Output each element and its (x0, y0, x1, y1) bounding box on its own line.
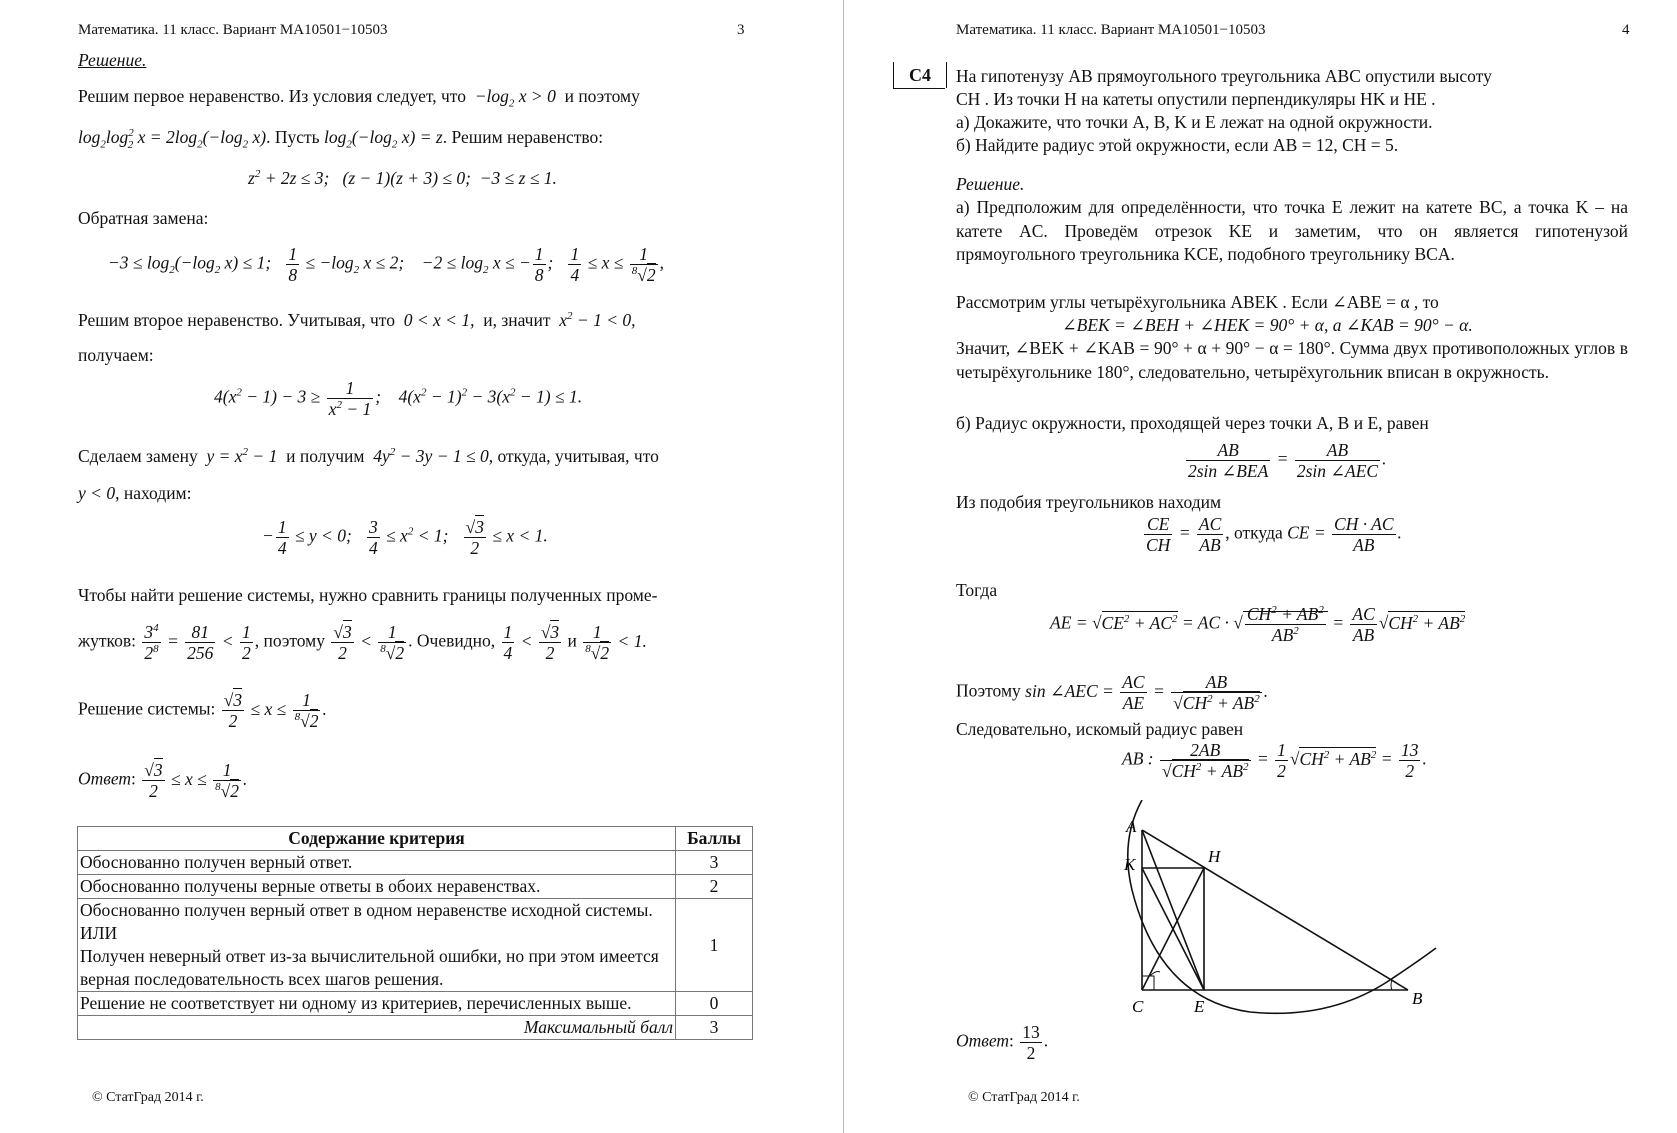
right-footer: © СтатГрад 2014 г. (968, 1090, 1080, 1105)
table-row (78, 851, 753, 875)
formula-radius-sine: $\frac{AB}{\text{2sin ∠BEA}}$ = $\frac{AB}{\text{2sin ∠AEC}}$ . (1188, 440, 1387, 481)
formula-quadratic-z: $z^2 + 2z \le 3$; (z − 1)(z + 3) ≤ 0; −3 ≤ z ≤ 1. (248, 168, 557, 188)
left-paragraph-5: жутков: $\frac{3^4}{2^8}$ = $\frac{81}{256}$ < $\frac{1}{2}$ , поэтому $\frac{√3}{2}$ < $\frac{1}{^8√2}$ . Очевидно, $\frac{1}{4}$ < $\frac{√3}{2}$ и $\frac{1}{^8√2}$ < 1. (78, 622, 647, 663)
formula-ae: AE = $√CE^2 + AC^2$ = AC · √ $\frac{CH^2 + AB^2}{AB^2}$ = $\frac{AC}{AB}$ $√CH^2 + AB^2$ (1050, 604, 1466, 645)
label-b: B (1412, 989, 1423, 1008)
radius-text: Следовательно, искомый радиус равен (956, 719, 1244, 739)
left-paragraph-4: Чтобы найти решение системы, нужно сравнить границы полученных проме- (78, 585, 658, 605)
label-k: K (1124, 855, 1136, 874)
left-solution-label: Решение. (78, 50, 147, 70)
criterion-points: 2 (676, 875, 753, 899)
solution-part-a: а) Предположим для определённости, что точка E лежит на катете BC, а точка K – на катете AC. Проведём отрезок KE и заметим, что он является гипотенузой прямоугольного треугольника KCE, подобного треугольнику BCA. (956, 197, 1628, 264)
label-e: E (1194, 997, 1205, 1016)
criterion-text: Решение не соответствует ни одному из критериев, перечисленных выше. (78, 992, 676, 1016)
task-label: С4 (893, 62, 947, 88)
formula-similarity: $\frac{CE}{CH}$ = $\frac{AC}{AB}$ , откуда CE = $\frac{CH \cdot AC}{AB}$ . (1146, 514, 1402, 555)
left-page-number: 3 (737, 22, 745, 38)
left-footer: © СтатГрад 2014 г. (92, 1090, 204, 1105)
page-divider (843, 0, 844, 1133)
left-paragraph-1: Решим первое неравенство. Из условия следует, что $-\log_2$ x > 0 и поэтому (78, 86, 640, 110)
task-line-1: На гипотенузу AB прямоугольного треугольника ABC опустили высоту (956, 66, 1492, 86)
left-header: Математика. 11 класс. Вариант МА10501−10503 (78, 22, 388, 38)
angles-equation: ∠BEK = ∠BEH + ∠HEK = 90° + α, а ∠KAB = 90° − α. (1062, 315, 1473, 335)
angle-mark-b (1391, 980, 1392, 990)
task-label-underline (893, 88, 945, 89)
left-paragraph-2: Решим второе неравенство. Учитывая, что 0 < x < 1, и, значит $x^2 - 1 < 0$, (78, 310, 636, 330)
task-part-a: а) Докажите, что точки A, B, K и E лежат на одной окружности. (956, 112, 1433, 132)
criteria-table (77, 826, 753, 1040)
criterion-text: Обоснованно получены верные ответы в обоих неравенствах. (78, 875, 676, 899)
left-answer: Ответ: $\frac{√3}{2}$ ≤ x ≤ $\frac{1}{^8√2}$ . (78, 760, 248, 801)
right-solution-label: Решение. (956, 174, 1025, 194)
table-row (78, 875, 753, 899)
criterion-text: Обоснованно получен верный ответ в одном неравенстве исходной системы. ИЛИ Получен неверный ответ из-за вычислительной ошибки, но при этом имеется верная последовательность всех шагов решения. (78, 899, 676, 992)
criterion-points: 3 (676, 851, 753, 875)
criterion-text: Обоснованно получен верный ответ. (78, 851, 676, 875)
then-label: Тогда (956, 580, 998, 600)
task-part-b: б) Найдите радиус этой окружности, если AB = 12, CH = 5. (956, 135, 1399, 155)
left-paragraph-2b: получаем: (78, 345, 154, 365)
label-h: H (1208, 847, 1221, 866)
left-paragraph-3: Сделаем замену $y = x^2 - 1$ и получим $4y^2 - 3y - 1 \le 0$, откуда, учитывая, что (78, 446, 659, 466)
criterion-points: 0 (676, 992, 753, 1016)
label-a: A (1126, 817, 1137, 836)
angles-line: Рассмотрим углы четырёхугольника ABEK . Если ∠ABE = α , то (956, 292, 1439, 312)
max-score-points: 3 (676, 1016, 753, 1040)
formula-second-inequality: $4(x^2 - 1) - 3$ ≥ $\frac{1}{x^2 - 1}$ ; $4(x^2 - 1)^2 - 3(x^2 - 1) \le 1$. (214, 378, 583, 419)
formula-radius-value: AB : $\frac{2AB}{√CH^2 + AB^2}$ = $\frac{1}{2}$ $√CH^2 + AB^2$ = $\frac{13}{2}$ . (1122, 740, 1427, 781)
table-row (78, 899, 753, 992)
header-criterion: Содержание критерия (78, 827, 676, 851)
formula-y-bounds: − $\frac{1}{4}$ ≤ y < 0; $\frac{3}{4}$ ≤ $x^2 < 1$; $\frac{√3}{2}$ ≤ x < 1. (262, 517, 548, 558)
formula-back-substitution: $-3 \le \log_2(-\log_2$ x) ≤ 1; $\frac{1}{8}$ ≤ $-\log_2$ x ≤ 2; $-2 \le \log_2 x$ ≤ − $\frac{1}{8}$ ; $\frac{1}{4}$ ≤ x ≤ $\frac{1}{^8√2}$ , (108, 244, 664, 285)
back-substitution-label: Обратная замена: (78, 208, 209, 228)
system-solution: Решение системы: $\frac{√3}{2}$ ≤ x ≤ $\frac{1}{^8√2}$ . (78, 690, 327, 731)
similarity-text: Из подобия треугольников находим (956, 492, 1222, 512)
task-line-2: CH . Из точки H на катеты опустили перпендикуляры HK и HE . (956, 89, 1436, 109)
left-paragraph-1b: $\log_2\log^2_2$ $x = 2\log_2(-\log_2$ x). Пусть $\log_2(-\log_2$ x) = z. Решим неравенство: (78, 127, 604, 151)
table-header-row (78, 827, 753, 851)
right-header: Математика. 11 класс. Вариант МА10501−10503 (956, 22, 1266, 38)
sine-line: Поэтому sin ∠AEC = $\frac{AC}{AE}$ = $\frac{AB}{√CH^2 + AB^2}$ . (956, 672, 1269, 713)
header-points: Баллы (676, 827, 753, 851)
solution-part-b: б) Радиус окружности, проходящей через точки A, B и E, равен (956, 413, 1429, 433)
geometry-figure (1120, 800, 1480, 1040)
criterion-points: 1 (676, 899, 753, 992)
circle-arc (1128, 800, 1436, 1013)
angle-sum-text: Значит, ∠BEK + ∠KAB = 90° + α + 90° − α = 180°. Сумма двух противоположных углов в четырёхугольнике 180°, следовательно, четырёхугольник вписан в окружность. (956, 338, 1628, 382)
table-row (78, 992, 753, 1016)
table-row-max (78, 1016, 753, 1040)
right-page-number: 4 (1622, 22, 1630, 38)
segment-ae (1142, 830, 1204, 990)
right-answer: Ответ: $\frac{13}{2}$ . (956, 1022, 1049, 1063)
max-score-label: Максимальный балл (78, 1016, 676, 1040)
left-paragraph-3b: y < 0, находим: (78, 483, 192, 503)
label-c: C (1132, 997, 1144, 1016)
